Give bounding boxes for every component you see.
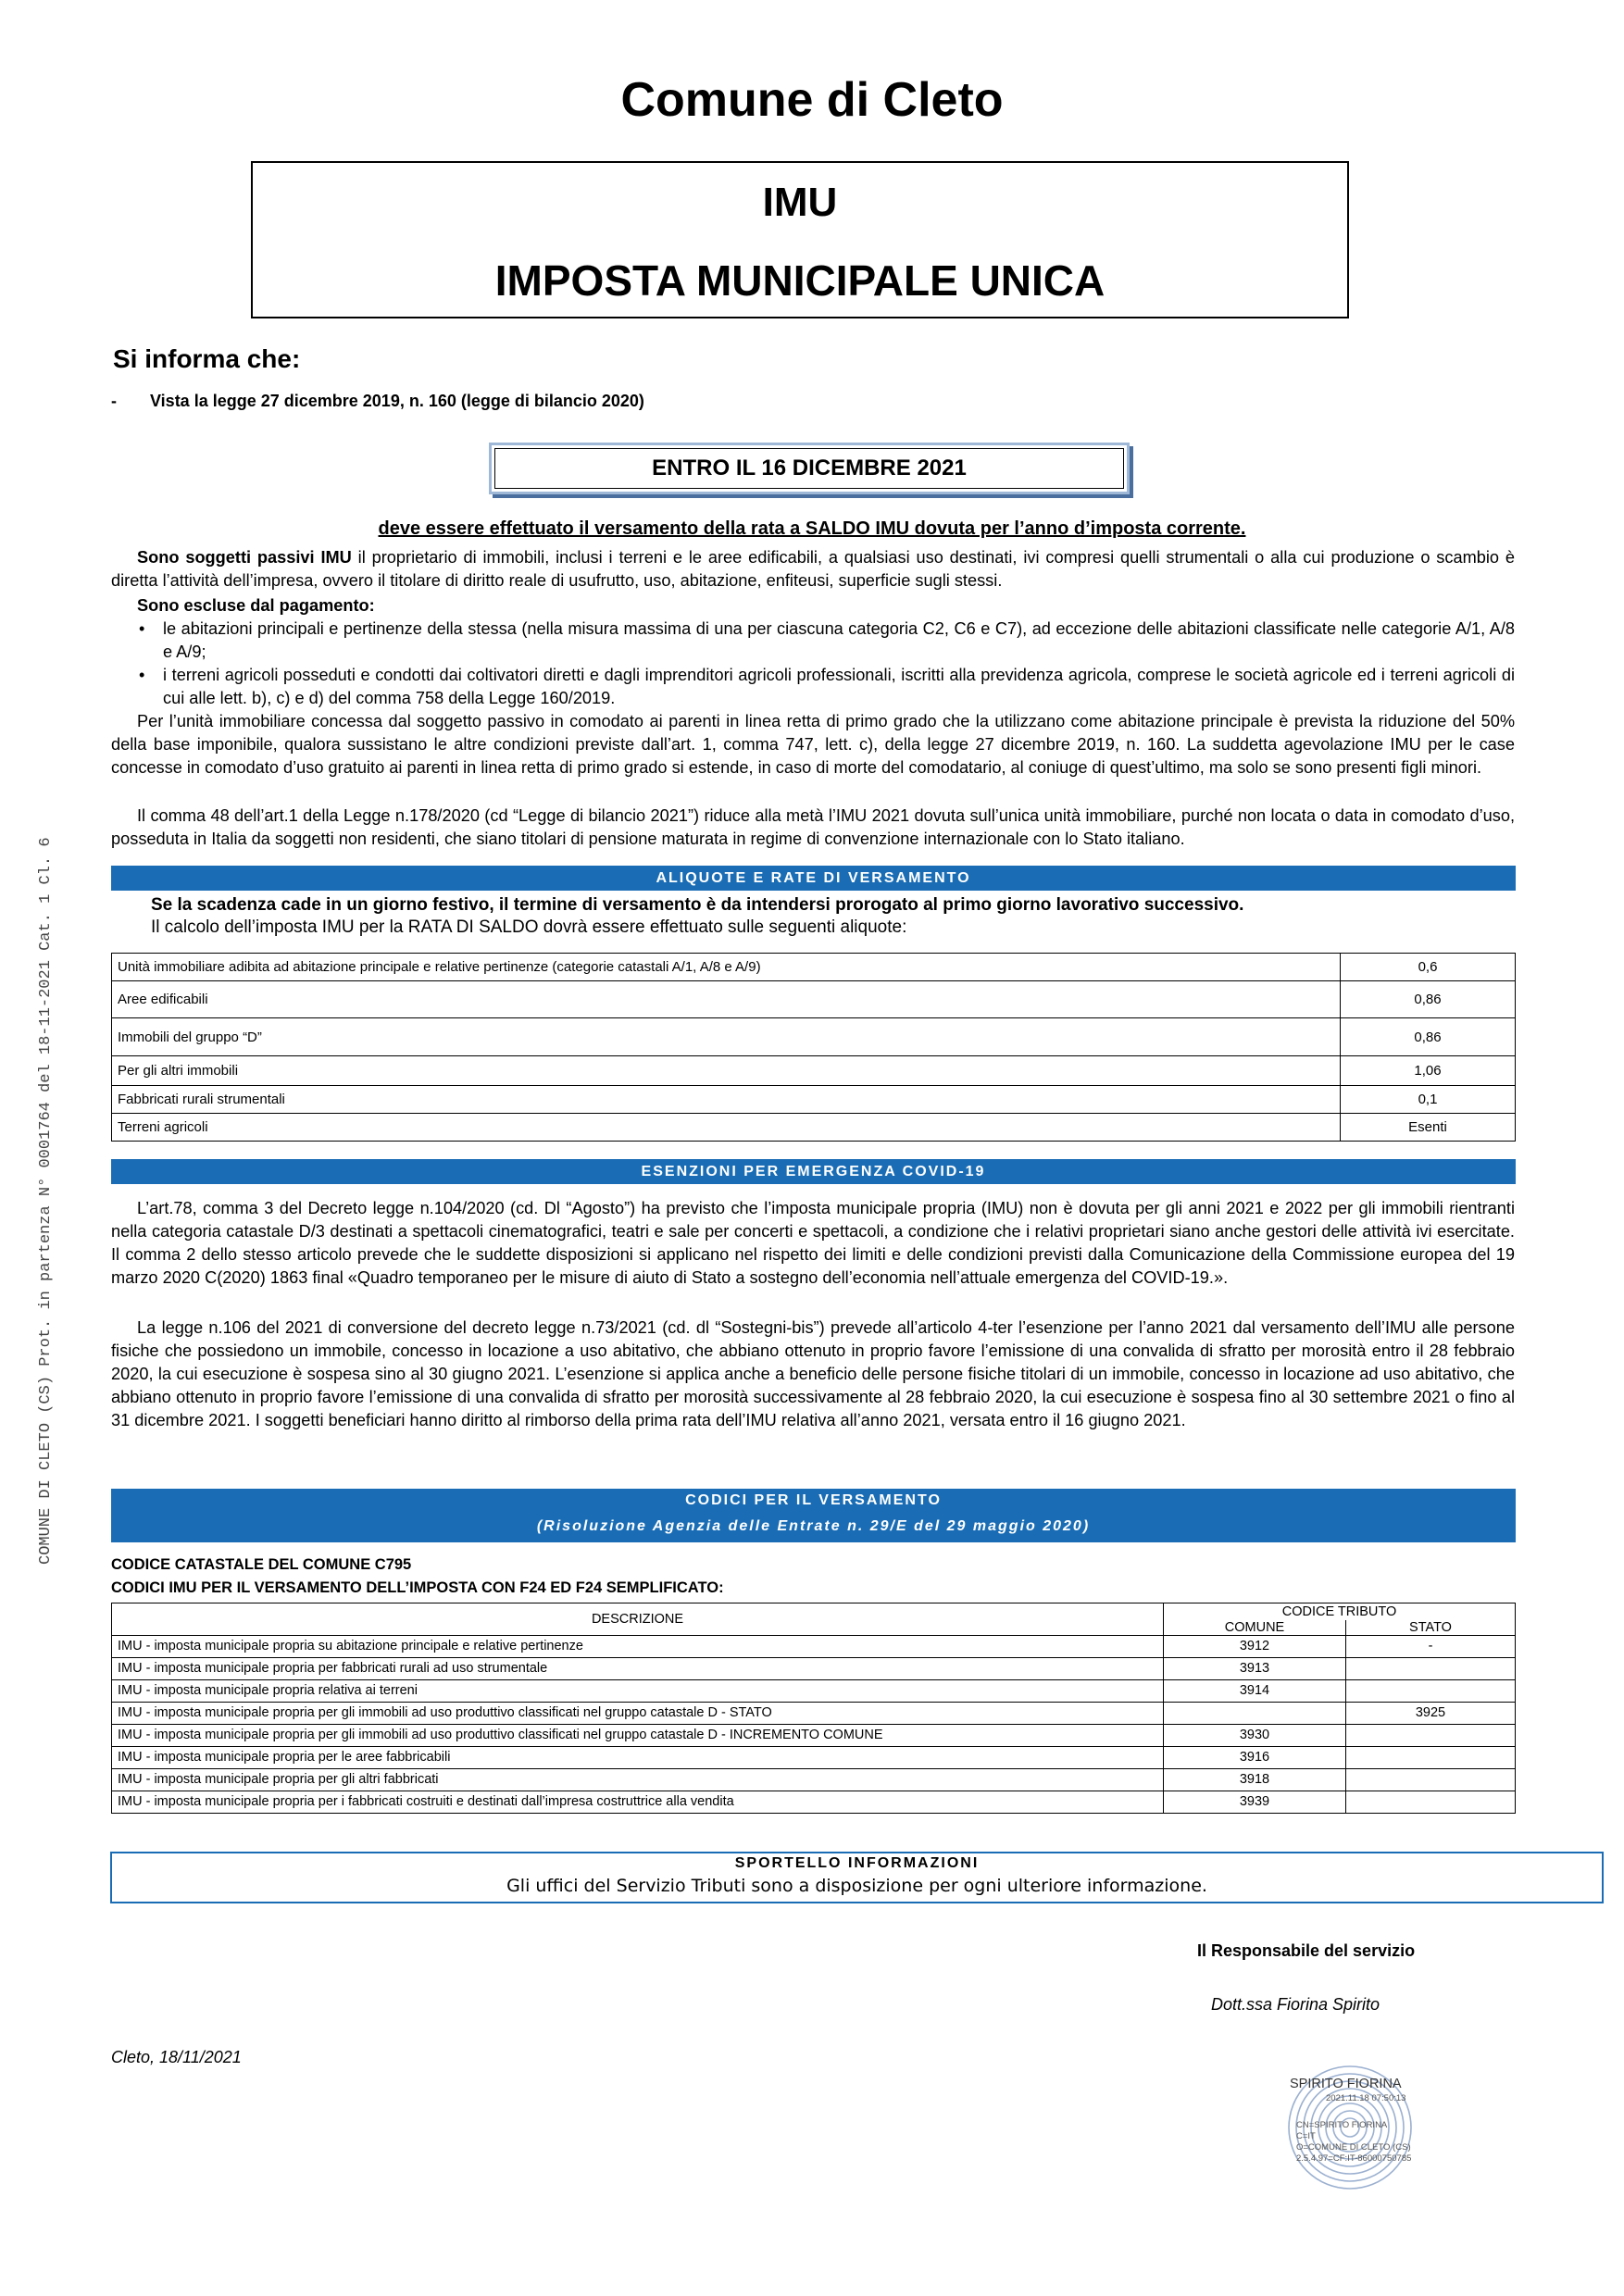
law-reference: [111, 392, 644, 411]
rate-label: Aree edificabili: [112, 981, 1341, 1018]
code-stato: [1346, 1768, 1516, 1791]
code-comune: 3930: [1164, 1724, 1346, 1746]
exclusions-heading: Sono escluse dal pagamento:: [137, 596, 375, 615]
code-description: IMU - imposta municipale propria per gli immobili ad uso produttivo classificati nel gruppo catastale D - STATO: [112, 1702, 1164, 1724]
code-stato: [1346, 1746, 1516, 1768]
code-description: IMU - imposta municipale propria per i fabbricati costruiti e destinati dall’impresa costruttrice alla vendita: [112, 1791, 1164, 1813]
code-description: IMU - imposta municipale propria relativa ai terreni: [112, 1679, 1164, 1702]
page-title: Comune di Cleto: [620, 73, 1004, 127]
signature-cn: CN=SPIRITO FIORINA: [1296, 2120, 1388, 2130]
code-comune: 3913: [1164, 1657, 1346, 1679]
law-dash: -: [111, 392, 117, 410]
exclusion-item: [139, 618, 1515, 664]
codici-bar-title: CODICI PER IL VERSAMENTO: [685, 1492, 942, 1508]
intro-heading: Si informa che:: [113, 344, 301, 373]
info-desk-box: [110, 1852, 1604, 1903]
rate-value: 1,06: [1341, 1056, 1516, 1086]
passive-subjects-text: il proprietario di immobili, inclusi i terreni e le aree edificabili, a qualsiasi uso destinati, ivi compresi quelli strumentali o alla cui produzione o scambio è diretta l’attività dell’impresa, ovvero il titolare di diritto reale di usufrutto, uso, abitazione, enfiteusi, superficie sugli stessi.: [111, 548, 1516, 590]
place-date: Cleto, 18/11/2021: [111, 2048, 242, 2066]
rates-row: [112, 1056, 1516, 1086]
codes-header-row: [112, 1603, 1516, 1620]
code-comune: 3918: [1164, 1768, 1346, 1791]
codes-row: [112, 1635, 1516, 1657]
signature-name: SPIRITO FIORINA: [1290, 2077, 1402, 2091]
law-text: Vista la legge 27 dicembre 2019, n. 160 (legge di bilancio 2020): [150, 392, 644, 410]
signature-timestamp: 2021.11.18 07:50:13: [1326, 2093, 1406, 2103]
codes-row: [112, 1702, 1516, 1724]
codes-row: [112, 1768, 1516, 1791]
aliquote-section-bar: ALIQUOTE E RATE DI VERSAMENTO: [111, 866, 1516, 891]
code-description: IMU - imposta municipale propria per gli immobili ad uso produttivo classificati nel gruppo catastale D - INCREMENTO COMUNE: [112, 1724, 1164, 1746]
protocol-stamp: COMUNE DI CLETO (CS) Prot. in partenza N° 0001764 del 18-11-2021 Cat. 1 Cl. 6: [37, 837, 55, 1565]
signature-cf: 2.5.4.97=CF:IT-86000750785: [1296, 2153, 1412, 2164]
exclusion-text: i terreni agricoli posseduti e condotti dai coltivatori diretti e dagli imprenditori agricoli professionali, iscritti alla previdenza agricola, comprese le società agricole ed i terreni agricoli di cui alle lett. b), c) e d) del comma 758 della Legge 160/2019.: [163, 666, 1515, 707]
code-description: IMU - imposta municipale propria per fabbricati rurali ad uso strumentale: [112, 1657, 1164, 1679]
code-comune: 3912: [1164, 1635, 1346, 1657]
rate-value: 0,1: [1341, 1086, 1516, 1114]
rates-row: [112, 1086, 1516, 1114]
signature-o: O=COMUNE DI CLETO (CS): [1296, 2142, 1411, 2152]
codes-row: [112, 1724, 1516, 1746]
code-stato: -: [1346, 1635, 1516, 1657]
comma48-paragraph: Il comma 48 dell’art.1 della Legge n.178/2020 (cd “Legge di bilancio 2021”) riduce alla metà l’IMU 2021 dovuta sull’unica unità immobiliare, purché non locata o data in comodato d’uso, posseduta in Italia da soggetti non residenti, che siano titolari di pensione maturata in regime di convenzione internazionale con lo Stato italiano.: [111, 806, 1515, 848]
catastale-code: CODICE CATASTALE DEL COMUNE C795: [111, 1556, 412, 1573]
rate-label: Per gli altri immobili: [112, 1056, 1341, 1086]
codes-row: [112, 1657, 1516, 1679]
code-comune: 3939: [1164, 1791, 1346, 1813]
responsible-role: Il Responsabile del servizio: [1197, 1941, 1416, 1960]
bullet-icon: •: [139, 619, 145, 638]
passive-subjects-lead: Sono soggetti passivi IMU: [137, 548, 352, 567]
codes-row: [112, 1679, 1516, 1702]
rate-label: Fabbricati rurali strumentali: [112, 1086, 1341, 1114]
header-line1: IMU: [762, 180, 838, 225]
saldo-notice: deve essere effettuato il versamento della rata a SALDO IMU dovuta per l’anno d’imposta corrente.: [378, 518, 1246, 539]
rates-row: [112, 1018, 1516, 1056]
code-description: IMU - imposta municipale propria su abitazione principale e relative pertinenze: [112, 1635, 1164, 1657]
code-description: IMU - imposta municipale propria per gli altri fabbricati: [112, 1768, 1164, 1791]
f24-heading: CODICI IMU PER IL VERSAMENTO DELL’IMPOSTA CON F24 ED F24 SEMPLIFICATO:: [111, 1579, 724, 1596]
rates-row: [112, 981, 1516, 1018]
code-comune: 3914: [1164, 1679, 1346, 1702]
passive-subjects-paragraph: [111, 546, 1515, 593]
rate-label: Immobili del gruppo “D”: [112, 1018, 1341, 1056]
codes-header-tributo: CODICE TRIBUTO: [1164, 1603, 1516, 1620]
rate-label: Terreni agricoli: [112, 1114, 1341, 1142]
responsible-name: Dott.ssa Fiorina Spirito: [1211, 1995, 1380, 2014]
code-stato: [1346, 1724, 1516, 1746]
code-stato: [1346, 1791, 1516, 1813]
codes-row: [112, 1791, 1516, 1813]
rate-value: Esenti: [1341, 1114, 1516, 1142]
deadline-inner-frame: [494, 448, 1124, 489]
header-line2: IMPOSTA MUNICIPALE UNICA: [494, 256, 1106, 305]
comodato-paragraph: Per l’unità immobiliare concessa dal soggetto passivo in comodato ai parenti in linea retta di primo grado che la utilizzano come abitazione principale è prevista la riduzione del 50% della base imponibile, qualora sussistano le altre condizioni previste dall’art. 1, comma 747, lett. c), della legge 27 dicembre 2019, n. 160. La suddetta agevolazione IMU per le case concesse in comodato d’uso gratuito ai parenti in linea retta di primo grado si estende, in caso di morte del comodatario, al coniuge di quest’ultimo, ma solo se sono presenti figli minori.: [111, 712, 1515, 777]
signature-c: C=IT: [1296, 2131, 1316, 2141]
code-stato: 3925: [1346, 1702, 1516, 1724]
codes-table: [111, 1603, 1516, 1814]
rate-value: 0,6: [1341, 954, 1516, 981]
header-box: [251, 161, 1349, 318]
codes-header-description: DESCRIZIONE: [112, 1603, 1164, 1636]
rate-value: 0,86: [1341, 1018, 1516, 1056]
covid-section-bar: ESENZIONI PER EMERGENZA COVID-19: [111, 1159, 1516, 1184]
festivo-notice: Se la scadenza cade in un giorno festivo, il termine di versamento è da intendersi prorogato al primo giorno lavorativo successivo.: [151, 895, 1244, 915]
bullet-icon: •: [139, 666, 145, 684]
code-description: IMU - imposta municipale propria per le aree fabbricabili: [112, 1746, 1164, 1768]
info-desk-heading: SPORTELLO INFORMAZIONI: [734, 1855, 980, 1871]
rates-row: [112, 1114, 1516, 1142]
code-comune: [1164, 1702, 1346, 1724]
deadline-box: [489, 443, 1130, 494]
rate-label: Unità immobiliare adibita ad abitazione principale e relative pertinenze (categorie catastali A/1, A/8 e A/9): [112, 954, 1341, 981]
codici-bar-subtitle: (Risoluzione Agenzia delle Entrate n. 29/E del 29 maggio 2020): [536, 1518, 1091, 1534]
rate-value: 0,86: [1341, 981, 1516, 1018]
signature-details: [1296, 2120, 1411, 2165]
codes-row: [112, 1746, 1516, 1768]
covid-paragraph-1: L’art.78, comma 3 del Decreto legge n.104/2020 (cd. Dl “Agosto”) ha previsto che l’imposta municipale propria (IMU) non è dovuta per gli anni 2021 e 2022 per gli immobili rientranti nella categoria catastale D/3 destinati a spettacoli cinematografici, teatri e sale per concerti e spettacoli, a condizione che i relativi proprietari siano anche gestori delle attività ivi esercitate. Il comma 2 dello stesso articolo prevede che le suddette disposizioni si applicano nel rispetto dei limiti e delle condizioni previsti dalla Comunicazione della Commissione europea del 19 marzo 2020 C(2020) 1863 final «Quadro temporaneo per le misure di aiuto di Stato a sostegno dell’economia nell’attuale emergenza del COVID-19.».: [111, 1199, 1515, 1287]
code-stato: [1346, 1679, 1516, 1702]
exclusion-text: le abitazioni principali e pertinenze della stessa (nella misura massima di una per ciascuna categoria C2, C6 e C7), ad eccezione delle abitazioni classificate nelle categorie A/1, A/8 e A/9;: [163, 619, 1515, 661]
code-stato: [1346, 1657, 1516, 1679]
calcolo-notice: Il calcolo dell’imposta IMU per la RATA DI SALDO dovrà essere effettuato sulle seguenti aliquote:: [151, 917, 907, 937]
codici-section-bar: [111, 1489, 1516, 1542]
code-comune: 3916: [1164, 1746, 1346, 1768]
rates-row: [112, 954, 1516, 981]
info-desk-text: Gli uffici del Servizio Tributi sono a disposizione per ogni ulteriore informazione.: [506, 1876, 1207, 1896]
rates-table: [111, 953, 1516, 1142]
deadline-text: ENTRO IL 16 DICEMBRE 2021: [652, 455, 967, 480]
covid-paragraph-2: La legge n.106 del 2021 di conversione del decreto legge n.73/2021 (cd. dl “Sostegni-bis”) prevede all’articolo 4-ter l’esenzione per l’anno 2021 dal versamento dell’IMU alle persone fisiche che possiedono un immobile, concesso in locazione a uso abitativo, che abbiano ottenuto in proprio favore l’emissione di una convalida di sfratto per morosità entro il 28 febbraio 2020, la cui esecuzione è sospesa sino al 30 giugno 2021. L’esenzione si applica anche a beneficio delle persone fisiche titolari di un immobile, concesso in locazione ad uso abitativo, che abbiano ottenuto in proprio favore l’emissione di una convalida di sfratto per morosità successivamente al 28 febbraio 2020, la cui esecuzione è sospesa fino al 30 settembre 2021 o fino al 31 dicembre 2021. I soggetti beneficiari hanno diritto al rimborso della prima rata dell’IMU relativa all’anno 2021, versata entro il 16 giugno 2021.: [111, 1318, 1515, 1429]
codes-header-comune: COMUNE: [1164, 1620, 1346, 1636]
codes-header-stato: STATO: [1346, 1620, 1516, 1636]
exclusion-item: [139, 664, 1515, 710]
